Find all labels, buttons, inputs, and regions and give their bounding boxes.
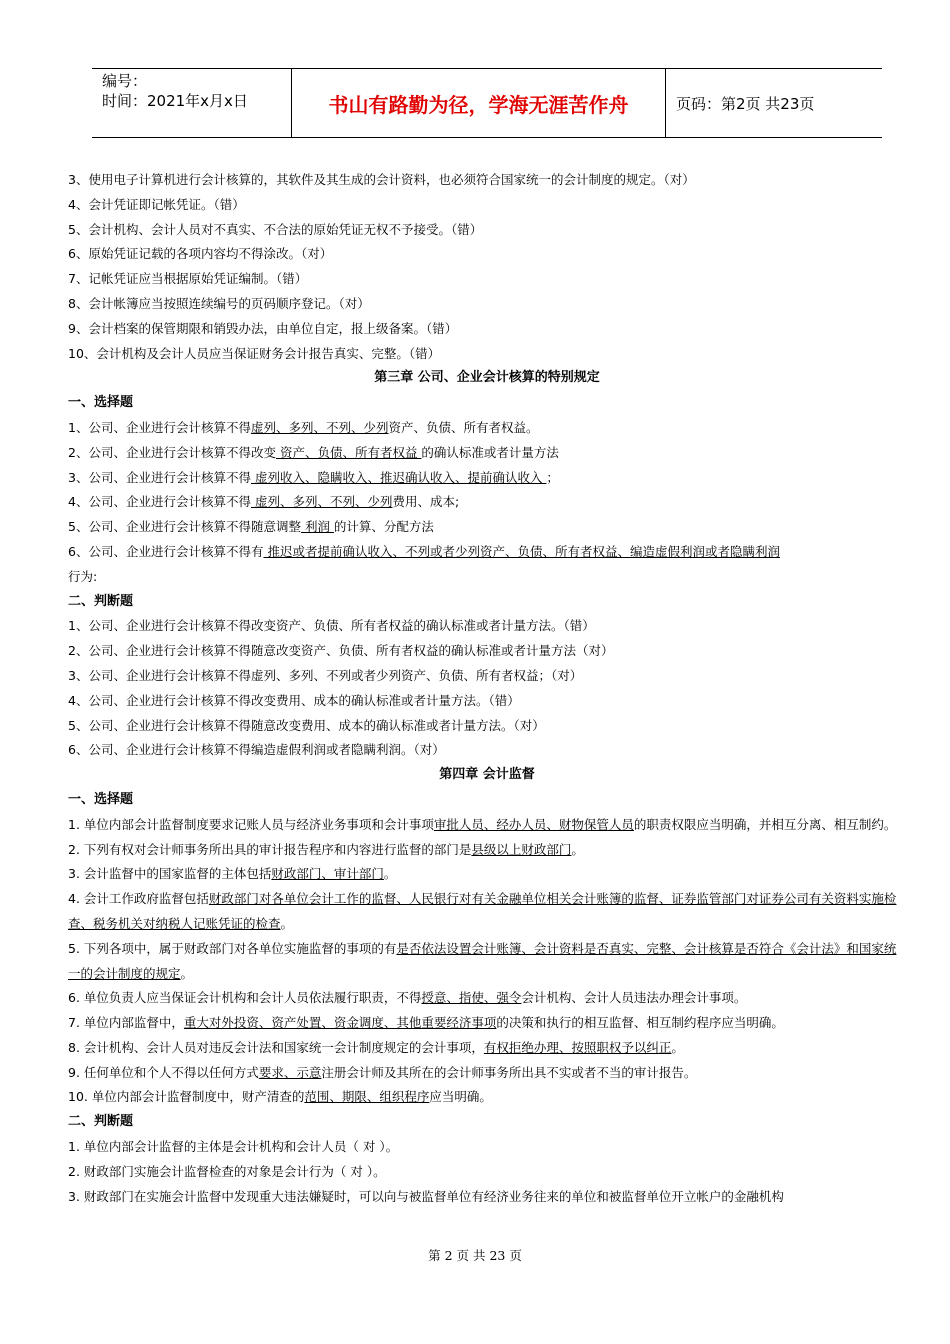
section-heading: 一、选择题 <box>68 395 134 411</box>
judgement-item: 3. 财政部门在实施会计监督中发现重大违法嫌疑时，可以向与被监督单位有经济业务往来的单位和被监督单位开立帐户的金融机构 <box>68 1188 784 1204</box>
answer-underline: 资产、负债、所有者权益 <box>275 444 422 460</box>
section-heading: 二、判断题 <box>68 1114 134 1130</box>
choice-item: 9. 任何单位和个人不得以任何方式要求、示意注册会计师及其所在的会计师事务所出具不实或者不当的审计报告。 <box>68 1064 697 1080</box>
answer-underline: 审批人员、经办人员、财物保管人员 <box>433 816 634 832</box>
answer-underline: 有权拒绝办理、按照职权予以纠正 <box>483 1039 672 1055</box>
answer-underline: 虚列收入、隐瞒收入、推迟确认收入、提前确认收入 <box>250 469 547 485</box>
answer-underline: 财政部门、审计部门 <box>271 866 384 882</box>
judgement-item: 1、公司、企业进行会计核算不得改变资产、负债、所有者权益的确认标准或者计量方法。（错） <box>68 618 595 634</box>
choice-item-continuation: 行为: <box>68 568 98 584</box>
chapter-4-title: 第四章 会计监督 <box>439 767 535 783</box>
header-page-info: 页码：第2页 共23页 <box>676 94 815 113</box>
judgement-item: 9、会计档案的保管期限和销毁办法，由单位自定，报上级备案。（错） <box>68 320 458 336</box>
answer-underline: 授意、指使、强令 <box>421 990 522 1006</box>
header-meta <box>92 69 292 137</box>
header-motto: 书山有路勤为径，学海无涯苦作舟 <box>292 69 666 137</box>
judgement-item: 6、公司、企业进行会计核算不得编造虚假利润或者隐瞒利润。（对） <box>68 742 445 758</box>
choice-item: 1. 单位内部会计监督制度要求记账人员与经济业务事项和会计事项审批人员、经办人员、财物保管人员的职责权限应当明确，并相互分离、相互制约。 <box>68 816 897 832</box>
choice-item: 6. 单位负责人应当保证会计机构和会计人员依法履行职责，不得授意、指使、强令会计机构、会计人员违法办理会计事项。 <box>68 990 747 1006</box>
choice-item: 4、公司、企业进行会计核算不得 虚列、多列、不列、少列费用、成本; <box>68 494 460 510</box>
judgement-item: 7、记帐凭证应当根据原始凭证编制。（错） <box>68 271 308 287</box>
answer-underline: 重大对外投资、资产处置、资金调度、其他重要经济事项 <box>183 1015 497 1031</box>
answer-underline: 范围、期限、组织程序 <box>304 1089 430 1105</box>
answer-underline: 虚列、多列、不列、少列 <box>250 494 393 510</box>
choice-item: 5. 下列各项中，属于财政部门对各单位实施监督的事项的有是否依法设置会计账簿、会计资料是否真实、完整、会计核算是否符合《会计法》和国家统一的会计制度的规定。 <box>68 940 897 981</box>
answer-underline: 推迟或者提前确认收入、不列或者少列资产、负债、所有者权益、编造虚假利润或者隐瞒利润 <box>263 543 780 559</box>
answer-underline: 财政部门对各单位会计工作的监督、人民银行对有关金融单位相关会计账簿的监督、证券监管部门对证券公司有关资料实施检查、税务机关对纳税人记账凭证的检查 <box>68 891 897 931</box>
chapter-3-title: 第三章 公司、企业会计核算的特别规定 <box>374 370 600 386</box>
choice-item: 8. 会计机构、会计人员对违反会计法和国家统一会计制度规定的会计事项，有权拒绝办理、按照职权予以纠正。 <box>68 1039 684 1055</box>
choice-item: 2、公司、企业进行会计核算不得改变 资产、负债、所有者权益 的确认标准或者计量方法 <box>68 444 559 460</box>
choice-item: 3、公司、企业进行会计核算不得 虚列收入、隐瞒收入、推迟确认收入、提前确认收入 ； <box>68 469 559 485</box>
section-heading: 一、选择题 <box>68 791 134 807</box>
choice-item: 5、公司、企业进行会计核算不得随意调整 利润 的计算、分配方法 <box>68 519 434 535</box>
judgement-item: 8、会计帐簿应当按照连续编号的页码顺序登记。（对） <box>68 295 370 311</box>
judgement-item: 1. 单位内部会计监督的主体是会计机构和会计人员（ 对 ）。 <box>68 1139 399 1155</box>
choice-item: 2. 下列有权对会计师事务所出具的审计报告程序和内容进行监督的部门是县级以上财政部门。 <box>68 841 584 857</box>
answer-underline: 虚列、多列、不列、少列 <box>250 419 389 435</box>
section-heading: 二、判断题 <box>68 593 134 609</box>
answer-underline: 是否依法设置会计账簿、会计资料是否真实、完整、会计核算是否符合《会计法》和国家统一的会计制度的规定 <box>68 940 897 981</box>
choice-item: 4. 会计工作政府监督包括财政部门对各单位会计工作的监督、人民银行对有关金融单位相关会计账簿的监督、证券监管部门对证券公司有关资料实施检查、税务机关对纳税人记账凭证的检查。 <box>68 891 897 931</box>
judgement-item: 4、公司、企业进行会计核算不得改变费用、成本的确认标准或者计量方法。（错） <box>68 692 520 708</box>
choice-item: 10. 单位内部会计监督制度中，财产清查的范围、期限、组织程序应当明确。 <box>68 1089 492 1105</box>
judgement-item: 2、公司、企业进行会计核算不得随意改变资产、负债、所有者权益的确认标准或者计量方法（对） <box>68 643 614 659</box>
number-label: 编号： <box>102 72 148 90</box>
judgement-item: 6、原始凭证记载的各项内容均不得涂改。（对） <box>68 246 333 262</box>
judgement-item: 5、会计机构、会计人员对不真实、不合法的原始凭证无权不予接受。（错） <box>68 221 483 237</box>
judgement-item: 4、会计凭证即记帐凭证。（错） <box>68 196 245 212</box>
choice-item: 3. 会计监督中的国家监督的主体包括财政部门、审计部门。 <box>68 866 397 882</box>
judgement-item: 2. 财政部门实施会计监督检查的对象是会计行为（ 对 ）。 <box>68 1163 386 1179</box>
page-footer: 第 2 页 共 23 页 <box>428 1248 522 1263</box>
time-label: 时间：2021年x月x日 <box>102 92 248 110</box>
document-body <box>68 168 906 1209</box>
choice-item: 1、公司、企业进行会计核算不得虚列、多列、不列、少列资产、负债、所有者权益。 <box>68 419 539 435</box>
judgement-item: 3、使用电子计算机进行会计核算的，其软件及其生成的会计资料，也必须符合国家统一的会计制度的规定。（对） <box>68 172 695 187</box>
choice-item: 6、公司、企业进行会计核算不得有 推迟或者提前确认收入、不列或者少列资产、负债、所有者权益、编造虚假利润或者隐瞒利润 <box>68 543 780 559</box>
judgement-item: 5、公司、企业进行会计核算不得随意改变费用、成本的确认标准或者计量方法。（对） <box>68 717 545 733</box>
page-header <box>92 68 882 138</box>
choice-item: 7. 单位内部监督中，重大对外投资、资产处置、资金调度、其他重要经济事项的决策和执行的相互监督、相互制约程序应当明确。 <box>68 1015 784 1031</box>
answer-underline: 县级以上财政部门 <box>471 841 572 857</box>
judgement-item: 10、会计机构及会计人员应当保证财务会计报告真实、完整。（错） <box>68 345 441 361</box>
answer-underline: 利润 <box>300 519 334 535</box>
judgement-item: 3、公司、企业进行会计核算不得虚列、多列、不列或者少列资产、负债、所有者权益；（对） <box>68 667 583 683</box>
answer-underline: 要求、示意 <box>258 1064 322 1080</box>
